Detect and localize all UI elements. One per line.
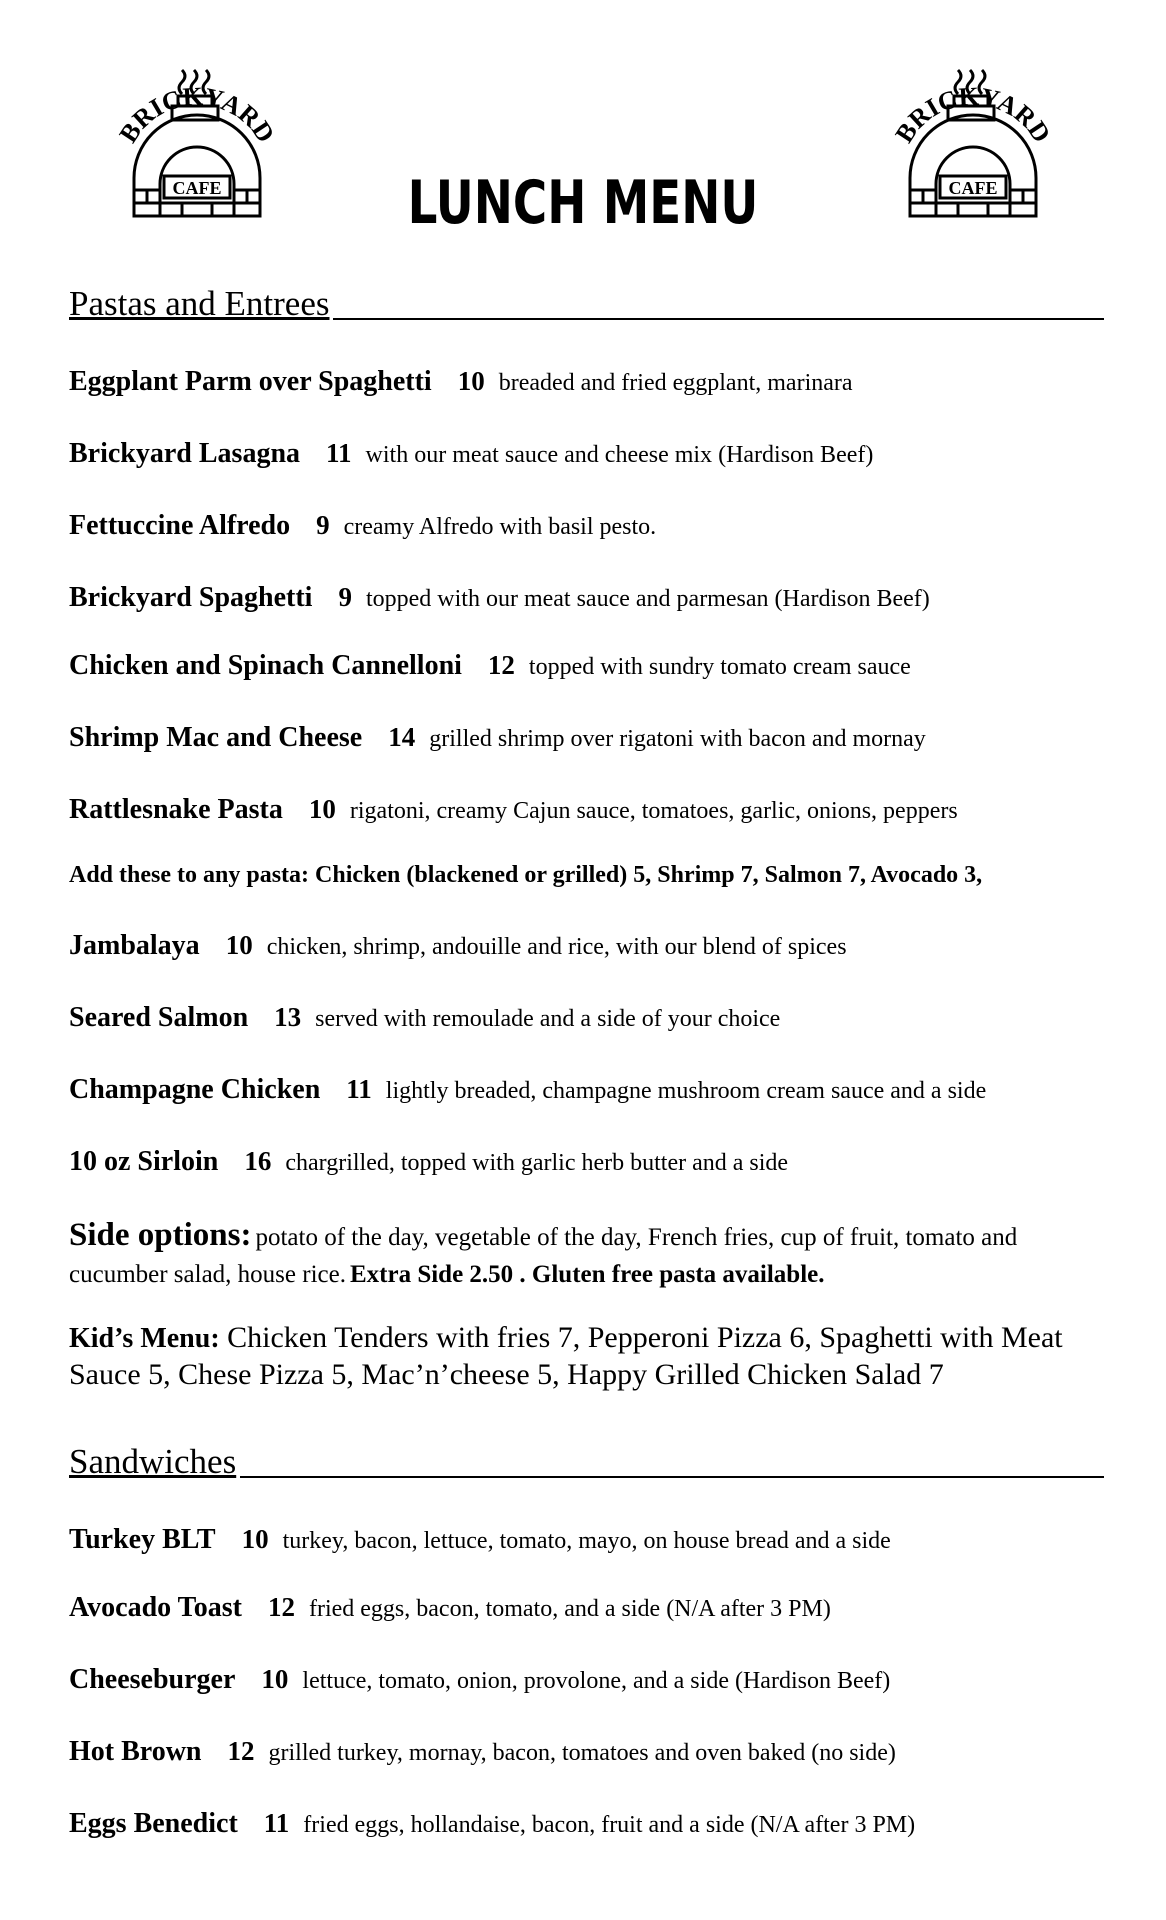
menu-item: Rattlesnake Pasta 10 rigatoni, creamy Cajun sauce, tomatoes, garlic, onions, peppers xyxy=(69,794,958,825)
page-title: LUNCH MENU xyxy=(407,168,759,238)
menu-item: 10 oz Sirloin 16 chargrilled, topped with garlic herb butter and a side xyxy=(69,1146,789,1177)
side-options-heading: Side options: xyxy=(69,1217,252,1253)
kids-menu: Kid’s Menu: Chicken Tenders with fries 7, Pepperoni Pizza 6, Spaghetti with Meat Sauce 5, Chese Pizza 5, Mac’n’cheese 5, Happy Grilled Chicken Salad 7 xyxy=(69,1321,1063,1391)
svg-text:BRICKYARD: BRICKYARD xyxy=(889,81,1057,148)
menu-item: Chicken and Spinach Cannelloni 12 topped with sundry tomato cream sauce xyxy=(69,650,911,681)
svg-text:CAFE: CAFE xyxy=(172,178,222,198)
section-heading-pastas: Pastas and Entrees xyxy=(69,282,1104,326)
svg-text:CAFE: CAFE xyxy=(948,178,998,198)
menu-item: Jambalaya 10 chicken, shrimp, andouille and rice, with our blend of spices xyxy=(69,930,847,961)
pasta-addons: Add these to any pasta: Chicken (blackened or grilled) 5, Shrimp 7, Salmon 7, Avocado 3, xyxy=(69,862,983,888)
menu-item: Turkey BLT 10 turkey, bacon, lettuce, tomato, mayo, on house bread and a side xyxy=(69,1524,891,1555)
section-heading-sandwiches: Sandwiches xyxy=(69,1440,1104,1484)
menu-item: Eggplant Parm over Spaghetti 10 breaded and fried eggplant, marinara xyxy=(69,366,853,397)
menu-item: Champagne Chicken 11 lightly breaded, champagne mushroom cream sauce and a side xyxy=(69,1074,987,1105)
side-options: Side options: potato of the day, vegetable of the day, French fries, cup of fruit, tomato and cucumber salad, house rice. Extra Side 2.50 . Gluten free pasta available. xyxy=(69,1217,1018,1288)
svg-text:BRICKYARD: BRICKYARD xyxy=(113,81,281,148)
menu-item: Hot Brown 12 grilled turkey, mornay, bacon, tomatoes and oven baked (no side) xyxy=(69,1736,896,1767)
menu-item: Brickyard Lasagna 11 with our meat sauce and cheese mix (Hardison Beef) xyxy=(69,438,874,469)
menu-item: Avocado Toast 12 fried eggs, bacon, tomato, and a side (N/A after 3 PM) xyxy=(69,1592,831,1623)
menu-item: Seared Salmon 13 served with remoulade and a side of your choice xyxy=(69,1002,781,1033)
menu-item: Brickyard Spaghetti 9 topped with our meat sauce and parmesan (Hardison Beef) xyxy=(69,582,930,613)
menu-item: Fettuccine Alfredo 9 creamy Alfredo with basil pesto. xyxy=(69,510,657,541)
menu-item: Eggs Benedict 11 fried eggs, hollandaise, bacon, fruit and a side (N/A after 3 PM) xyxy=(69,1808,916,1839)
menu-item: Shrimp Mac and Cheese 14 grilled shrimp over rigatoni with bacon and mornay xyxy=(69,722,926,753)
menu-item: Cheeseburger 10 lettuce, tomato, onion, provolone, and a side (Hardison Beef) xyxy=(69,1664,891,1695)
kids-menu-heading: Kid’s Menu: xyxy=(69,1323,220,1354)
